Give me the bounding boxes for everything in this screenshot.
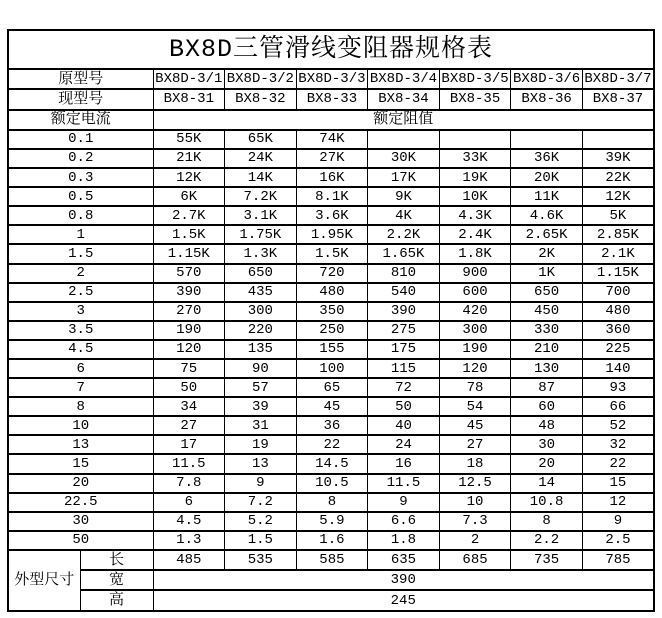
resistance-cell: 21K (153, 149, 225, 168)
resistance-cell: 1.6 (296, 531, 368, 550)
resistance-cell: 140 (582, 359, 654, 378)
current-cell: 1.5 (8, 244, 153, 263)
table-row (8, 168, 654, 187)
resistance-cell: 57 (225, 378, 297, 397)
resistance-cell: 700 (582, 283, 654, 302)
table-row (8, 187, 654, 206)
resistance-cell: 1.15K (582, 264, 654, 283)
resistance-cell: 16 (368, 454, 440, 473)
new-model-cell: BX8-33 (296, 89, 368, 109)
resistance-cell: 54 (439, 397, 511, 416)
resistance-cell: 19K (439, 168, 511, 187)
resistance-cell: 2.7K (153, 206, 225, 225)
current-cell: 50 (8, 531, 153, 550)
table-row (8, 435, 654, 454)
resistance-cell: 12.5 (439, 474, 511, 493)
resistance-cell: 390 (368, 302, 440, 321)
resistance-cell: 27K (296, 149, 368, 168)
resistance-cell: 9 (225, 474, 297, 493)
table-row (8, 454, 654, 473)
current-cell: 6 (8, 359, 153, 378)
current-cell: 13 (8, 435, 153, 454)
resistance-cell: 20 (511, 454, 583, 473)
resistance-cell: 22 (296, 435, 368, 454)
resistance-cell: 48 (511, 416, 583, 435)
resistance-cell: 540 (368, 283, 440, 302)
resistance-cell: 12 (582, 493, 654, 512)
column-header-row (8, 110, 654, 130)
resistance-cell: 11.5 (368, 474, 440, 493)
resistance-cell: 17K (368, 168, 440, 187)
resistance-cell: 1.8 (368, 531, 440, 550)
resistance-cell: 420 (439, 302, 511, 321)
resistance-cell: 10K (439, 187, 511, 206)
resistance-cell: 570 (153, 264, 225, 283)
old-model-cell: BX8D-3/2 (225, 69, 297, 89)
resistance-cell: 225 (582, 340, 654, 359)
new-model-cell: BX8-35 (439, 89, 511, 109)
current-cell: 0.5 (8, 187, 153, 206)
resistance-cell: 50 (368, 397, 440, 416)
resistance-cell: 11K (511, 187, 583, 206)
table-row (8, 206, 654, 225)
resistance-cell: 450 (511, 302, 583, 321)
resistance-cell: 1.3 (153, 531, 225, 550)
resistance-cell: 24K (225, 149, 297, 168)
resistance-cell: 1.5K (296, 244, 368, 263)
resistance-cell: 2.2 (511, 531, 583, 550)
resistance-cell: 2.85K (582, 225, 654, 244)
resistance-cell: 4.6K (511, 206, 583, 225)
resistance-cell: 1.8K (439, 244, 511, 263)
resistance-cell: 720 (296, 264, 368, 283)
current-cell: 22.5 (8, 493, 153, 512)
table-row (8, 531, 654, 550)
resistance-cell: 6K (153, 187, 225, 206)
resistance-cell: 3.6K (296, 206, 368, 225)
table-row (8, 416, 654, 435)
width-row (8, 570, 654, 590)
resistance-cell: 250 (296, 321, 368, 340)
resistance-cell: 6.6 (368, 512, 440, 531)
rated-current-label: 额定电流 (8, 110, 153, 130)
spec-table (7, 29, 655, 612)
resistance-cell: 390 (153, 283, 225, 302)
resistance-cell: 32 (582, 435, 654, 454)
old-model-cell: BX8D-3/1 (153, 69, 225, 89)
length-value-cell: 785 (582, 550, 654, 570)
table-row (8, 149, 654, 168)
resistance-cell: 65 (296, 378, 368, 397)
current-cell: 7 (8, 378, 153, 397)
resistance-cell: 60 (511, 397, 583, 416)
resistance-cell: 8 (296, 493, 368, 512)
resistance-cell: 7.8 (153, 474, 225, 493)
height-value-cell: 245 (153, 590, 654, 611)
resistance-cell: 33K (439, 149, 511, 168)
resistance-cell: 17 (153, 435, 225, 454)
resistance-cell: 39K (582, 149, 654, 168)
current-cell: 0.8 (8, 206, 153, 225)
current-cell: 3 (8, 302, 153, 321)
resistance-cell: 10 (439, 493, 511, 512)
resistance-cell: 14.5 (296, 454, 368, 473)
resistance-cell: 72 (368, 378, 440, 397)
new-model-label: 现型号 (8, 89, 153, 109)
resistance-cell: 27 (153, 416, 225, 435)
table-row (8, 493, 654, 512)
resistance-cell: 90 (225, 359, 297, 378)
new-model-cell: BX8-32 (225, 89, 297, 109)
resistance-cell: 45 (439, 416, 511, 435)
resistance-cell: 14 (511, 474, 583, 493)
resistance-cell: 20K (511, 168, 583, 187)
table-row (8, 244, 654, 263)
length-value-cell: 585 (296, 550, 368, 570)
current-cell: 0.1 (8, 130, 153, 149)
length-label: 长 (80, 550, 153, 570)
length-value-cell: 735 (511, 550, 583, 570)
current-cell: 0.2 (8, 149, 153, 168)
resistance-cell (368, 130, 440, 149)
resistance-cell: 9K (368, 187, 440, 206)
resistance-cell: 300 (439, 321, 511, 340)
resistance-cell: 480 (582, 302, 654, 321)
resistance-cell: 12K (582, 187, 654, 206)
resistance-cell (439, 130, 511, 149)
resistance-cell: 6 (153, 493, 225, 512)
rated-resistance-label: 额定阻值 (153, 110, 654, 130)
width-label: 宽 (80, 570, 153, 590)
resistance-cell: 5K (582, 206, 654, 225)
table-row (8, 359, 654, 378)
old-model-row (8, 69, 654, 89)
height-label: 高 (80, 590, 153, 611)
resistance-cell: 130 (511, 359, 583, 378)
resistance-cell: 7.2K (225, 187, 297, 206)
current-cell: 8 (8, 397, 153, 416)
resistance-cell: 66 (582, 397, 654, 416)
length-value-cell: 485 (153, 550, 225, 570)
resistance-cell: 330 (511, 321, 583, 340)
old-model-cell: BX8D-3/7 (582, 69, 654, 89)
table-row (8, 512, 654, 531)
resistance-cell: 1.65K (368, 244, 440, 263)
resistance-cell: 7.2 (225, 493, 297, 512)
table-row (8, 340, 654, 359)
current-cell: 30 (8, 512, 153, 531)
resistance-cell (582, 130, 654, 149)
current-cell: 10 (8, 416, 153, 435)
resistance-cell: 1.75K (225, 225, 297, 244)
length-row (8, 550, 654, 570)
resistance-cell: 1K (511, 264, 583, 283)
resistance-cell: 135 (225, 340, 297, 359)
resistance-cell: 5.9 (296, 512, 368, 531)
resistance-cell: 24 (368, 435, 440, 454)
resistance-cell: 3.1K (225, 206, 297, 225)
table-row (8, 302, 654, 321)
resistance-cell: 600 (439, 283, 511, 302)
resistance-cell: 2.5 (582, 531, 654, 550)
table-row (8, 397, 654, 416)
title-row (8, 30, 654, 69)
resistance-cell: 2.65K (511, 225, 583, 244)
current-cell: 1 (8, 225, 153, 244)
resistance-cell: 65K (225, 130, 297, 149)
resistance-cell: 27 (439, 435, 511, 454)
table-row (8, 283, 654, 302)
resistance-cell: 360 (582, 321, 654, 340)
resistance-cell: 31 (225, 416, 297, 435)
current-cell: 4.5 (8, 340, 153, 359)
resistance-cell: 19 (225, 435, 297, 454)
resistance-cell: 50 (153, 378, 225, 397)
dimensions-label: 外型尺寸 (8, 550, 80, 611)
resistance-cell: 40 (368, 416, 440, 435)
resistance-cell: 39 (225, 397, 297, 416)
resistance-cell (511, 130, 583, 149)
length-value-cell: 635 (368, 550, 440, 570)
new-model-row (8, 89, 654, 109)
new-model-cell: BX8-36 (511, 89, 583, 109)
current-cell: 2.5 (8, 283, 153, 302)
resistance-cell: 75 (153, 359, 225, 378)
resistance-cell: 435 (225, 283, 297, 302)
resistance-cell: 1.95K (296, 225, 368, 244)
resistance-cell: 55K (153, 130, 225, 149)
resistance-cell: 30 (511, 435, 583, 454)
resistance-cell: 10.5 (296, 474, 368, 493)
resistance-cell: 175 (368, 340, 440, 359)
resistance-cell: 210 (511, 340, 583, 359)
resistance-cell: 810 (368, 264, 440, 283)
resistance-cell: 650 (225, 264, 297, 283)
resistance-cell: 2K (511, 244, 583, 263)
resistance-cell: 12K (153, 168, 225, 187)
resistance-cell: 4K (368, 206, 440, 225)
table-row (8, 225, 654, 244)
resistance-cell: 120 (439, 359, 511, 378)
resistance-cell: 78 (439, 378, 511, 397)
resistance-cell: 14K (225, 168, 297, 187)
length-value-cell: 685 (439, 550, 511, 570)
resistance-cell: 74K (296, 130, 368, 149)
old-model-cell: BX8D-3/5 (439, 69, 511, 89)
old-model-cell: BX8D-3/4 (368, 69, 440, 89)
resistance-cell: 480 (296, 283, 368, 302)
old-model-cell: BX8D-3/6 (511, 69, 583, 89)
resistance-cell: 1.3K (225, 244, 297, 263)
resistance-cell: 16K (296, 168, 368, 187)
resistance-cell: 9 (368, 493, 440, 512)
resistance-cell: 4.3K (439, 206, 511, 225)
current-cell: 2 (8, 264, 153, 283)
table-row (8, 321, 654, 340)
resistance-cell: 11.5 (153, 454, 225, 473)
resistance-cell: 350 (296, 302, 368, 321)
resistance-cell: 22 (582, 454, 654, 473)
table-row (8, 378, 654, 397)
page-title: BX8D三管滑线变阻器规格表 (8, 30, 654, 69)
resistance-cell: 45 (296, 397, 368, 416)
resistance-cell: 36 (296, 416, 368, 435)
current-cell: 0.3 (8, 168, 153, 187)
table-row (8, 474, 654, 493)
current-cell: 3.5 (8, 321, 153, 340)
resistance-cell: 22K (582, 168, 654, 187)
resistance-cell: 52 (582, 416, 654, 435)
resistance-cell: 2.1K (582, 244, 654, 263)
resistance-cell: 1.5K (153, 225, 225, 244)
resistance-cell: 5.2 (225, 512, 297, 531)
length-value-cell: 535 (225, 550, 297, 570)
new-model-cell: BX8-37 (582, 89, 654, 109)
resistance-cell: 4.5 (153, 512, 225, 531)
old-model-cell: BX8D-3/3 (296, 69, 368, 89)
resistance-cell: 115 (368, 359, 440, 378)
new-model-cell: BX8-34 (368, 89, 440, 109)
resistance-cell: 2 (439, 531, 511, 550)
resistance-cell: 2.2K (368, 225, 440, 244)
resistance-cell: 7.3 (439, 512, 511, 531)
resistance-cell: 87 (511, 378, 583, 397)
current-cell: 20 (8, 474, 153, 493)
resistance-cell: 18 (439, 454, 511, 473)
old-model-label: 原型号 (8, 69, 153, 89)
resistance-cell: 270 (153, 302, 225, 321)
resistance-cell: 650 (511, 283, 583, 302)
table-row (8, 130, 654, 149)
resistance-cell: 1.5 (225, 531, 297, 550)
resistance-cell: 1.15K (153, 244, 225, 263)
new-model-cell: BX8-31 (153, 89, 225, 109)
resistance-cell: 36K (511, 149, 583, 168)
resistance-cell: 15 (582, 474, 654, 493)
resistance-cell: 9 (582, 512, 654, 531)
resistance-cell: 10.8 (511, 493, 583, 512)
resistance-cell: 34 (153, 397, 225, 416)
table-row (8, 264, 654, 283)
resistance-cell: 120 (153, 340, 225, 359)
current-cell: 15 (8, 454, 153, 473)
resistance-cell: 8.1K (296, 187, 368, 206)
resistance-cell: 100 (296, 359, 368, 378)
resistance-cell: 93 (582, 378, 654, 397)
resistance-cell: 220 (225, 321, 297, 340)
resistance-cell: 8 (511, 512, 583, 531)
resistance-cell: 190 (439, 340, 511, 359)
resistance-cell: 30K (368, 149, 440, 168)
resistance-cell: 190 (153, 321, 225, 340)
height-row (8, 590, 654, 611)
resistance-cell: 275 (368, 321, 440, 340)
resistance-cell: 155 (296, 340, 368, 359)
resistance-cell: 2.4K (439, 225, 511, 244)
width-value-cell: 390 (153, 570, 654, 590)
resistance-cell: 13 (225, 454, 297, 473)
resistance-cell: 900 (439, 264, 511, 283)
resistance-cell: 300 (225, 302, 297, 321)
